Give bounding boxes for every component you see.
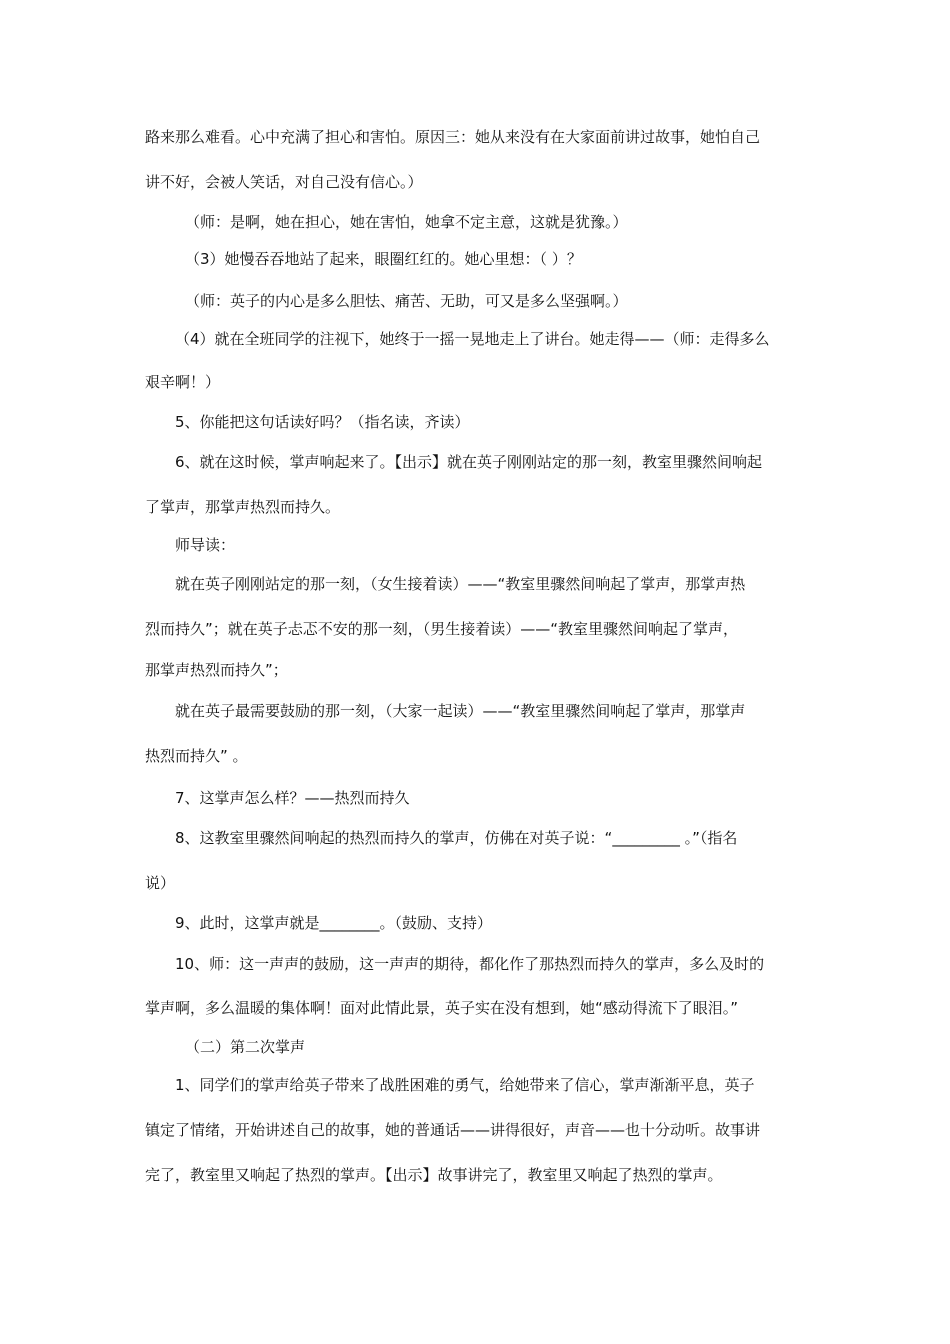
text-line: 师导读： bbox=[175, 536, 236, 554]
text-line: 5、你能把这句话读好吗？（指名读，齐读） bbox=[175, 413, 470, 431]
text-line: 9、此时，这掌声就是________。（鼓励、支持） bbox=[175, 914, 493, 932]
text-line: 掌声啊，多么温暖的集体啊！面对此情此景，英子实在没有想到，她“感动得流下了眼泪。” bbox=[145, 999, 739, 1017]
text-line: 完了，教室里又响起了热烈的掌声。【出示】故事讲完了，教室里又响起了热烈的掌声。 bbox=[145, 1166, 723, 1184]
text-line: 6、就在这时候，掌声响起来了。【出示】就在英子刚刚站定的那一刻，教室里骤然间响起 bbox=[175, 453, 763, 471]
text-line: 艰辛啊！） bbox=[145, 373, 221, 391]
text-line: 路来那么难看。心中充满了担心和害怕。原因三：她从来没有在大家面前讲过故事，她怕自己 bbox=[145, 128, 761, 146]
text-line: （师：是啊，她在担心，她在害怕，她拿不定主意，这就是犹豫。） bbox=[185, 213, 628, 231]
text-line: 了掌声，那掌声热烈而持久。 bbox=[145, 498, 341, 516]
text-line: 1、同学们的掌声给英子带来了战胜困难的勇气，给她带来了信心，掌声渐渐平息，英子 bbox=[175, 1076, 755, 1094]
text-line: 就在英子刚刚站定的那一刻，（女生接着读）——“教室里骤然间响起了掌声，那掌声热 bbox=[175, 575, 746, 593]
text-line: （4）就在全班同学的注视下，她终于一摇一晃地走上了讲台。她走得——（师：走得多么 bbox=[175, 330, 770, 348]
text-line: 讲不好，会被人笑话，对自己没有信心。） bbox=[145, 173, 423, 191]
section-heading: （二）第二次掌声 bbox=[185, 1038, 306, 1056]
text-line: 那掌声热烈而持久”； bbox=[145, 661, 288, 679]
text-line: 8、这教室里骤然间响起的热烈而持久的掌声，仿佛在对英子说：“_________ 。”（指名 bbox=[175, 829, 738, 847]
text-line: 镇定了情绪，开始讲述自己的故事，她的普通话——讲得很好，声音——也十分动听。故事讲 bbox=[145, 1121, 761, 1139]
text-line: 说） bbox=[145, 874, 176, 892]
text-line: 热烈而持久” 。 bbox=[145, 747, 248, 765]
text-line: （3）她慢吞吞地站了起来，眼圈红红的。她心里想：（ ）？ bbox=[185, 250, 582, 268]
text-line: 就在英子最需要鼓励的那一刻，（大家一起读）——“教室里骤然间响起了掌声，那掌声 bbox=[175, 702, 746, 720]
text-line: 烈而持久”；就在英子忐忑不安的那一刻，（男生接着读）——“教室里骤然间响起了掌声， bbox=[145, 620, 739, 638]
text-line: （师：英子的内心是多么胆怯、痛苦、无助，可又是多么坚强啊。） bbox=[185, 292, 628, 310]
text-line: 7、这掌声怎么样？——热烈而持久 bbox=[175, 789, 410, 807]
text-line: 10、师：这一声声的鼓励，这一声声的期待，都化作了那热烈而持久的掌声，多么及时的 bbox=[175, 955, 765, 973]
